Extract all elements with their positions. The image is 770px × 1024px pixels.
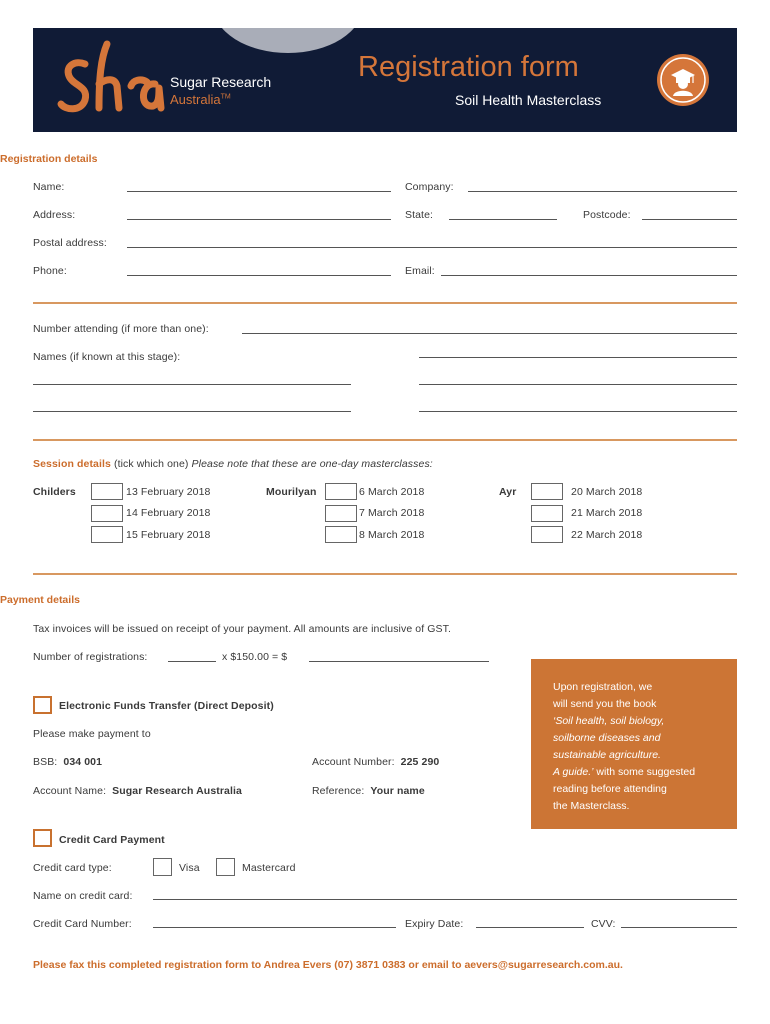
cvv-label: CVV: [591, 918, 616, 930]
phone-label: Phone: [33, 265, 67, 277]
names-field[interactable] [419, 411, 737, 412]
page-title: Registration form [358, 51, 579, 83]
session-checkbox[interactable] [91, 526, 123, 543]
reference-label: Reference: [312, 785, 365, 797]
session-checkbox[interactable] [531, 505, 563, 522]
section-divider [33, 439, 737, 441]
credit-card-label: Credit Card Payment [59, 834, 165, 846]
org-name: Sugar Research [170, 74, 272, 90]
account-name-row [33, 785, 242, 797]
session-checkbox[interactable] [325, 483, 357, 500]
email-field[interactable] [441, 275, 737, 276]
session-heading: Session details [33, 458, 111, 470]
session-checkbox[interactable] [531, 526, 563, 543]
book-offer-text: Upon registration, we will send you the book ‘Soil health, soil biology, soilborne diseases and sustainable agriculture. A guide.’ with some suggested reading before attending the Masterclass. [553, 681, 696, 812]
names-field[interactable] [419, 357, 737, 358]
card-type-label: Credit card type: [33, 862, 112, 874]
expiry-field[interactable] [476, 927, 584, 928]
section-divider [33, 302, 737, 304]
org-subname: Australia™ [170, 92, 231, 107]
postcode-label: Postcode: [583, 209, 631, 221]
postal-address-field[interactable] [127, 247, 737, 248]
name-label: Name: [33, 181, 65, 193]
state-label: State: [405, 209, 434, 221]
eft-label: Electronic Funds Transfer (Direct Deposit) [59, 700, 274, 712]
registrations-label: Number of registrations: [33, 651, 148, 663]
session-date: 14 February 2018 [126, 507, 211, 519]
make-payment-text: Please make payment to [33, 728, 151, 740]
bsb-label: BSB: [33, 756, 58, 768]
names-field[interactable] [33, 411, 351, 412]
card-name-label: Name on credit card: [33, 890, 133, 902]
card-name-field[interactable] [153, 899, 737, 900]
registration-heading: Registration details [0, 153, 98, 165]
eft-checkbox[interactable] [33, 696, 52, 714]
mastercard-label: Mastercard [242, 862, 296, 874]
state-field[interactable] [449, 219, 557, 220]
session-checkbox[interactable] [325, 505, 357, 522]
section-divider [33, 573, 737, 575]
credit-card-checkbox[interactable] [33, 829, 52, 847]
reference-row [312, 785, 425, 797]
session-date: 7 March 2018 [359, 507, 425, 519]
card-number-label: Credit Card Number: [33, 918, 132, 930]
session-date: 21 March 2018 [571, 507, 643, 519]
tax-note: Tax invoices will be issued on receipt of your payment. All amounts are inclusive of GST. [33, 623, 452, 635]
account-number-row [312, 756, 439, 768]
session-checkbox[interactable] [91, 505, 123, 522]
cvv-field[interactable] [621, 927, 737, 928]
session-tick-note: (tick which one) [110, 458, 192, 470]
footer-instructions: Please fax this completed registration form to Andrea Evers (07) 3871 0383 or email to aevers@sugarresearch.com.au. [33, 959, 623, 971]
location-childers: Childers [33, 486, 76, 498]
decorative-arc [213, 28, 363, 53]
session-date: 13 February 2018 [126, 486, 211, 498]
sra-script-logo-icon [55, 38, 167, 120]
page-subtitle: Soil Health Masterclass [455, 92, 602, 108]
account-number-label: Account Number: [312, 756, 395, 768]
postcode-field[interactable] [642, 219, 737, 220]
card-number-field[interactable] [153, 927, 396, 928]
name-field[interactable] [127, 191, 391, 192]
names-field[interactable] [33, 384, 351, 385]
payment-heading: Payment details [0, 594, 80, 606]
account-number-value: 225 290 [400, 756, 440, 768]
company-label: Company: [405, 181, 454, 193]
number-attending-field[interactable] [242, 333, 737, 334]
graduate-icon [657, 54, 709, 106]
expiry-label: Expiry Date: [405, 918, 464, 930]
address-field[interactable] [127, 219, 391, 220]
location-ayr: Ayr [499, 486, 517, 498]
email-label: Email: [405, 265, 435, 277]
location-mourilyan: Mourilyan [266, 486, 317, 498]
names-field[interactable] [419, 384, 737, 385]
account-name-value: Sugar Research Australia [112, 785, 242, 797]
session-date: 6 March 2018 [359, 486, 425, 498]
session-note: Please note that these are one-day masterclasses: [191, 458, 433, 470]
mastercard-checkbox[interactable] [216, 858, 235, 876]
bsb-row [33, 756, 102, 768]
company-field[interactable] [468, 191, 737, 192]
postal-address-label: Postal address: [33, 237, 107, 249]
address-label: Address: [33, 209, 76, 221]
trademark: TM [220, 93, 231, 101]
book-offer-box [531, 659, 737, 829]
session-checkbox[interactable] [531, 483, 563, 500]
session-date: 20 March 2018 [571, 486, 643, 498]
reference-value: Your name [370, 785, 425, 797]
session-date: 15 February 2018 [126, 529, 211, 541]
session-checkbox[interactable] [91, 483, 123, 500]
header-banner [33, 28, 737, 132]
session-heading-row [33, 458, 433, 470]
session-date: 22 March 2018 [571, 529, 643, 541]
phone-field[interactable] [127, 275, 391, 276]
visa-checkbox[interactable] [153, 858, 172, 876]
account-name-label: Account Name: [33, 785, 107, 797]
bsb-value: 034 001 [63, 756, 103, 768]
price-text: x $150.00 = $ [222, 651, 288, 663]
names-label: Names (if known at this stage): [33, 351, 181, 363]
visa-label: Visa [179, 862, 200, 874]
session-date: 8 March 2018 [359, 529, 425, 541]
number-attending-label: Number attending (if more than one): [33, 323, 209, 335]
registrations-field[interactable] [168, 661, 216, 662]
session-checkbox[interactable] [325, 526, 357, 543]
total-field[interactable] [309, 661, 489, 662]
